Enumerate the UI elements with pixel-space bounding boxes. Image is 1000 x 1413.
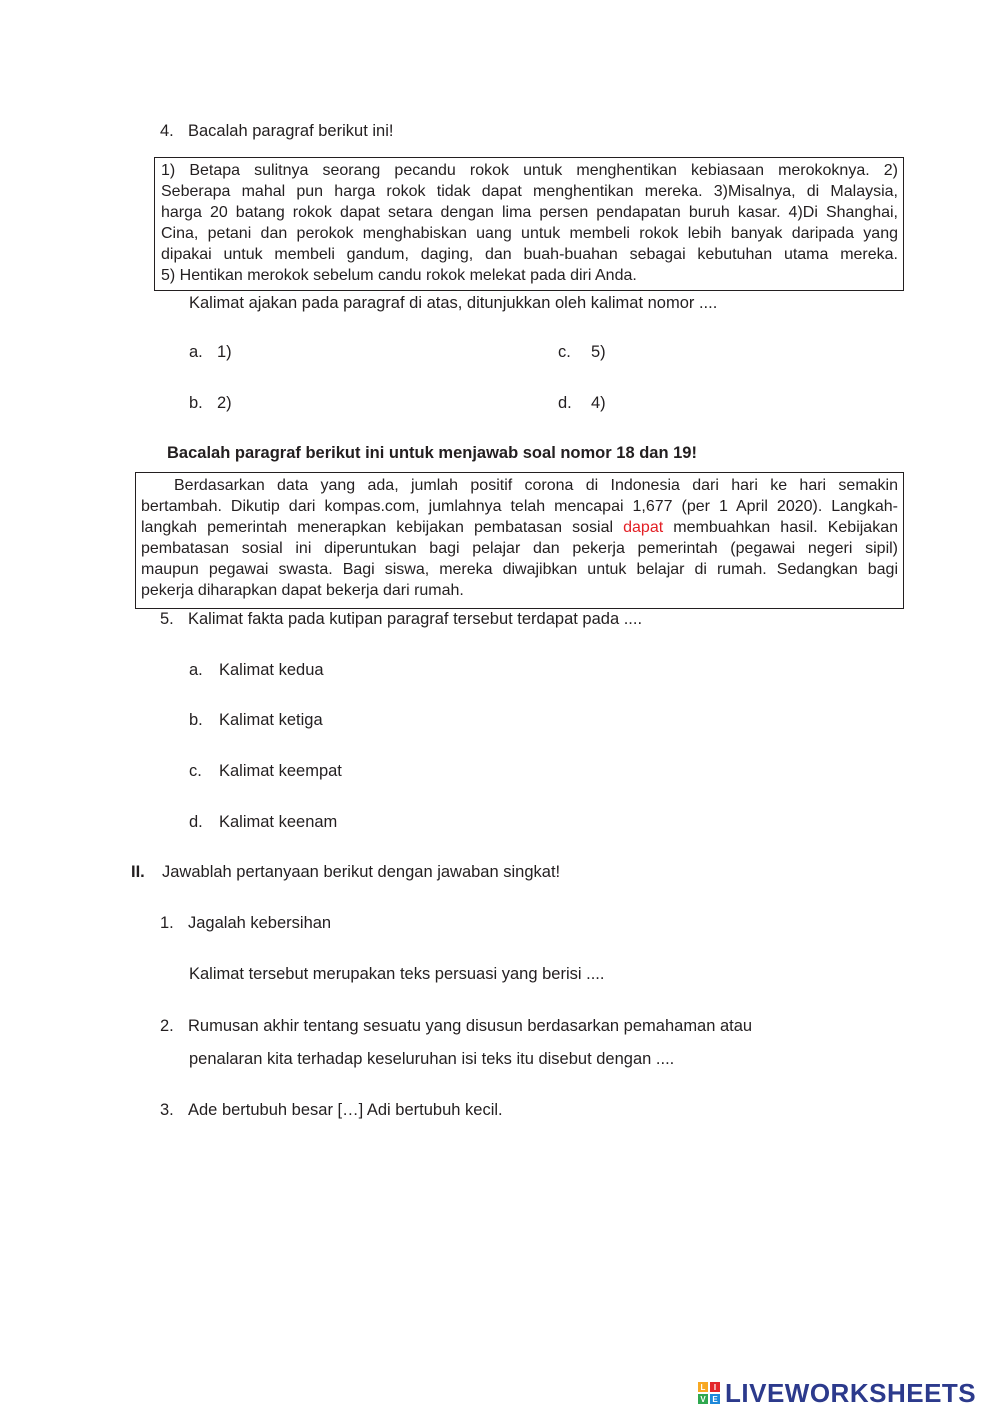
question-number: 4. xyxy=(160,122,174,140)
paragraph-box-q4 xyxy=(154,157,904,291)
question-number: 5. xyxy=(160,610,174,628)
option-c[interactable] xyxy=(558,342,606,362)
liveworksheets-logo[interactable] xyxy=(697,1380,976,1406)
item-text: Jagalah kebersihan xyxy=(188,914,332,932)
option-d[interactable] xyxy=(558,393,606,413)
option-text: Kalimat keempat xyxy=(219,762,342,780)
item-text: Rumusan akhir tentang sesuatu yang disusun berdasarkan pemahaman atau xyxy=(188,1017,753,1035)
option-letter: d. xyxy=(189,813,203,831)
question-4-instruction xyxy=(160,121,393,141)
question-text: Kalimat fakta pada kutipan paragraf tersebut terdapat pada .... xyxy=(188,610,643,628)
paragraph-line: dipakai untuk membeli gandum, daging, dan buah-buahan sebagai kebutuhan utama mereka. xyxy=(161,246,898,263)
option-text: 5) xyxy=(591,343,606,361)
svg-text:L: L xyxy=(700,1383,706,1392)
paragraph-box-q5 xyxy=(135,472,904,609)
item-number: 1. xyxy=(160,914,174,932)
section-title-text: Jawablah pertanyaan berikut dengan jawaban singkat! xyxy=(162,863,561,881)
paragraph-line: 1) Betapa sulitnya seorang pecandu rokok untuk menghentikan kebiasaan merokoknya. 2) xyxy=(161,162,898,179)
paragraph-line: maupun pegawai swasta. Bagi siswa, mereka diwajibkan untuk belajar di rumah. Sedangkan bagi xyxy=(141,561,898,578)
paragraph-line: pekerja diharapkan dapat bekerja dari rumah. xyxy=(141,582,464,599)
option-letter: a. xyxy=(189,343,203,361)
section-2-title xyxy=(131,862,560,882)
option-letter: b. xyxy=(189,711,203,729)
option-letter: c. xyxy=(558,343,571,361)
option-d[interactable] xyxy=(189,812,337,832)
option-text: Kalimat ketiga xyxy=(219,711,323,729)
section-roman-numeral: II. xyxy=(131,863,145,881)
paragraph-text: langkah pemerintah menerapkan kebijakan pembatasan sosial xyxy=(141,519,624,536)
option-text: Kalimat kedua xyxy=(219,661,324,679)
liveworksheets-logo-text: LIVEWORKSHEETS xyxy=(725,1378,977,1408)
option-text: Kalimat keenam xyxy=(219,813,338,831)
option-text: 4) xyxy=(591,394,606,412)
question-5-text xyxy=(160,609,642,629)
svg-text:I: I xyxy=(713,1383,717,1392)
short-answer-item-3 xyxy=(160,1100,503,1120)
question-text: Bacalah paragraf berikut ini! xyxy=(188,122,394,140)
svg-text:E: E xyxy=(712,1395,718,1404)
item-number: 2. xyxy=(160,1017,174,1035)
question-4-text: Kalimat ajakan pada paragraf di atas, ditunjukkan oleh kalimat nomor .... xyxy=(189,294,718,312)
reading-instruction-heading: Bacalah paragraf berikut ini untuk menjawab soal nomor 18 dan 19! xyxy=(167,444,697,462)
liveworksheets-logo-icon xyxy=(697,1381,721,1405)
paragraph-line: 5) Hentikan merokok sebelum candu rokok melekat pada diri Anda. xyxy=(161,267,637,284)
option-b[interactable] xyxy=(189,393,232,413)
paragraph-line: pembatasan sosial ini diperuntukan bagi pelajar dan pekerja pemerintah (pegawai negeri sipil) xyxy=(141,540,898,557)
option-letter: b. xyxy=(189,394,203,412)
item-text: Ade bertubuh besar […] Adi bertubuh kecil. xyxy=(188,1101,503,1119)
option-c[interactable] xyxy=(189,761,342,781)
option-text: 2) xyxy=(217,394,232,412)
short-answer-item-2-continued: penalaran kita terhadap keseluruhan isi teks itu disebut dengan .... xyxy=(189,1050,675,1068)
paragraph-line: Cina, petani dan perokok menghabiskan uang untuk membeli rokok lebih banyak daripada yang xyxy=(161,225,898,242)
option-text: 1) xyxy=(217,343,232,361)
paragraph-text: membuahkan hasil. Kebijakan xyxy=(663,519,898,536)
paragraph-line-with-highlight xyxy=(141,517,898,538)
paragraph-line: Berdasarkan data yang ada, jumlah positif corona di Indonesia dari hari ke hari semakin xyxy=(174,477,898,494)
short-answer-item-2 xyxy=(160,1016,752,1036)
short-answer-item-1-question: Kalimat tersebut merupakan teks persuasi yang berisi .... xyxy=(189,965,605,983)
option-a[interactable] xyxy=(189,342,232,362)
svg-text:V: V xyxy=(700,1395,706,1404)
option-letter: d. xyxy=(558,394,572,412)
paragraph-line: harga 20 batang rokok dapat setara dengan lima persen pendapatan buruh kasar. 4)Di Shanghai, xyxy=(161,204,898,221)
highlighted-word: dapat xyxy=(623,519,664,536)
option-letter: a. xyxy=(189,661,203,679)
option-b[interactable] xyxy=(189,710,323,730)
item-number: 3. xyxy=(160,1101,174,1119)
option-letter: c. xyxy=(189,762,202,780)
paragraph-line: Seberapa mahal pun harga rokok tidak dapat menghentikan mereka. 3)Misalnya, di Malaysia, xyxy=(161,183,898,200)
option-a[interactable] xyxy=(189,660,324,680)
paragraph-line: bertambah. Dikutip dari kompas.com, jumlahnya telah mencapai 1,677 (per 1 April 2020). Langkah- xyxy=(141,498,898,515)
short-answer-item-1 xyxy=(160,913,331,933)
